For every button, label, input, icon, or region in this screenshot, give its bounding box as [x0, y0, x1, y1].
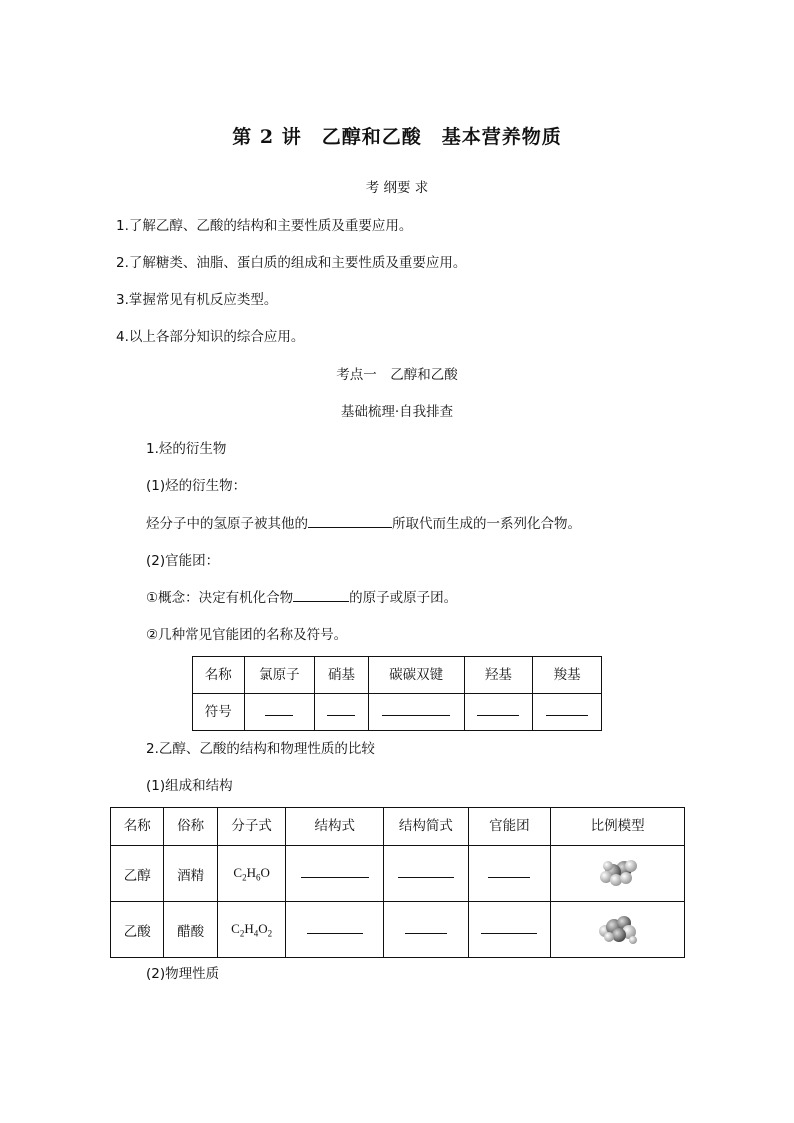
common-name: 醋酸 — [164, 902, 217, 958]
table-header-cell: 名称 — [111, 808, 164, 846]
ethanol-acetic-acid-table — [110, 807, 685, 958]
table-header-cell: 名称 — [193, 657, 245, 694]
answer-cell[interactable] — [464, 694, 533, 731]
sec1-heading: 1.烃的衍生物 — [146, 441, 227, 457]
fill-blank[interactable] — [308, 513, 392, 528]
model-cell — [551, 902, 685, 958]
sec1-sub2: (2)官能团： — [146, 553, 220, 569]
table-header-cell: 结构简式 — [384, 808, 469, 846]
table-row — [193, 694, 602, 731]
answer-cell[interactable] — [384, 846, 469, 902]
answer-cell[interactable] — [315, 694, 369, 731]
table-header-cell: 羟基 — [464, 657, 533, 694]
table-header-cell: 碳碳双键 — [368, 657, 464, 694]
requirement-item: 2.了解糖类、油脂、蛋白质的组成和主要性质及重要应用。 — [116, 255, 467, 271]
sec1-line1 — [146, 512, 581, 532]
requirement-item: 4.以上各部分知识的综合应用。 — [116, 329, 305, 345]
table-header-cell: 氯原子 — [244, 657, 315, 694]
requirement-item: 1.了解乙醇、乙酸的结构和主要性质及重要应用。 — [116, 218, 413, 234]
common-name: 酒精 — [164, 846, 217, 902]
molecular-formula: $C_2H_4O_2$ — [217, 902, 286, 958]
sec1-line2-text-a: ①概念：决定有机化合物 — [146, 590, 294, 606]
table-header-cell: 硝基 — [315, 657, 369, 694]
table-header-cell: 比例模型 — [551, 808, 685, 846]
table-row — [111, 808, 685, 846]
answer-cell[interactable] — [368, 694, 464, 731]
table-header-cell: 俗称 — [164, 808, 217, 846]
sec1-sub1: (1)烃的衍生物： — [146, 478, 247, 494]
answer-cell[interactable] — [244, 694, 315, 731]
answer-cell[interactable] — [286, 846, 384, 902]
table-row-label: 符号 — [193, 694, 245, 731]
functional-groups-table — [192, 656, 602, 731]
molecular-formula: $C_2H_6O$ — [217, 846, 286, 902]
table-header-cell: 分子式 — [217, 808, 286, 846]
requirements-heading: 考 纲要 求 — [365, 180, 429, 196]
table-header-cell: 结构式 — [286, 808, 384, 846]
table-header-cell: 官能团 — [468, 808, 551, 846]
answer-cell[interactable] — [286, 902, 384, 958]
table-header-cell: 羧基 — [533, 657, 602, 694]
sec2-sub1: (1)组成和结构 — [146, 778, 233, 794]
ethanol-space-filling-model-icon — [595, 857, 641, 891]
answer-cell[interactable] — [468, 902, 551, 958]
table-row — [111, 846, 685, 902]
table-row — [111, 902, 685, 958]
sec1-line2 — [146, 586, 457, 606]
sec2-sub2: (2)物理性质 — [146, 966, 220, 982]
sec2-heading: 2.乙醇、乙酸的结构和物理性质的比较 — [146, 741, 375, 757]
section-subtitle: 基础梳理·自我排查 — [340, 404, 454, 420]
compound-name: 乙酸 — [111, 902, 164, 958]
sec1-line3: ②几种常见官能团的名称及符号。 — [146, 627, 348, 643]
compound-name: 乙醇 — [111, 846, 164, 902]
acetic-acid-space-filling-model-icon — [595, 913, 641, 947]
fill-blank[interactable] — [293, 587, 349, 602]
model-cell — [551, 846, 685, 902]
sec1-line2-text-b: 的原子或原子团。 — [349, 590, 458, 606]
requirement-item: 3.掌握常见有机反应类型。 — [116, 292, 278, 308]
sec1-line1-text-a: 烃分子中的氢原子被其他的 — [146, 516, 308, 532]
sec1-line1-text-b: 所取代而生成的一系列化合物。 — [392, 516, 581, 532]
answer-cell[interactable] — [384, 902, 469, 958]
table-row — [193, 657, 602, 694]
section-title: 考点一 乙醇和乙酸 — [336, 367, 458, 383]
answer-cell[interactable] — [468, 846, 551, 902]
answer-cell[interactable] — [533, 694, 602, 731]
page-title: 第 2 讲 乙醇和乙酸 基本营养物质 — [232, 126, 562, 148]
